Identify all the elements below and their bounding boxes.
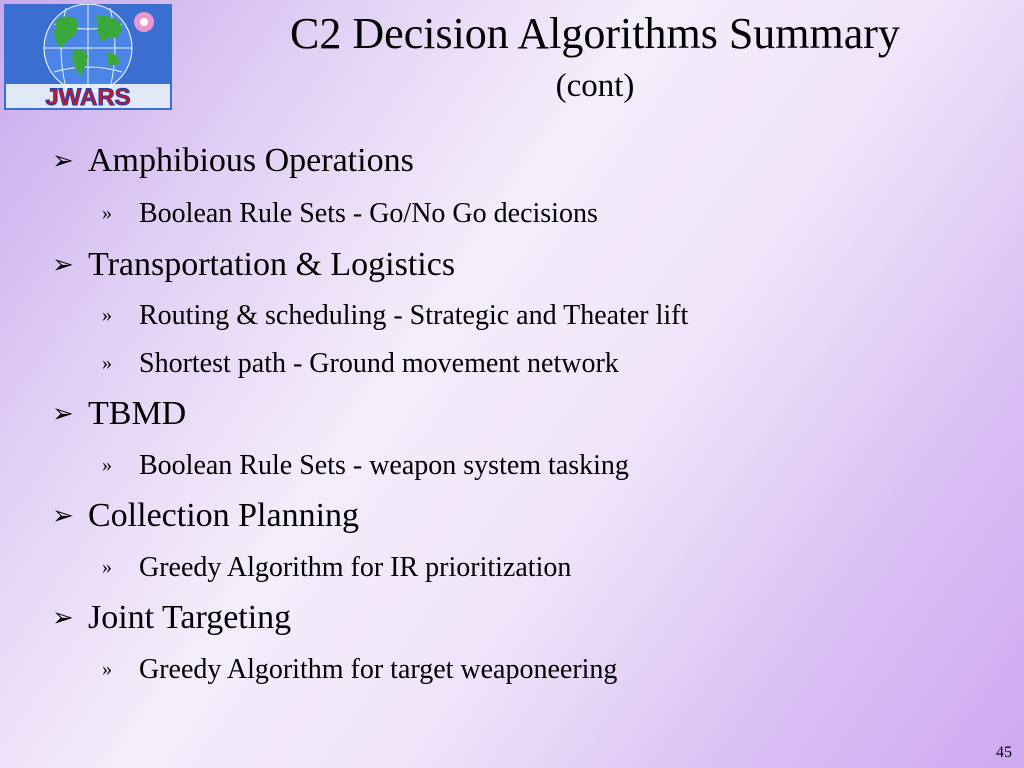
slide-title: C2 Decision Algorithms Summary — [290, 9, 900, 58]
sub-bullet-item — [102, 550, 571, 585]
sub-bullet-label: Boolean Rule Sets - weapon system tasking — [139, 450, 629, 481]
bullet-label: TBMD — [88, 395, 187, 432]
jwars-logo — [4, 4, 172, 110]
arrow-bullet-icon: ➢ — [52, 250, 74, 279]
bullet-item — [52, 394, 186, 434]
sub-bullet-label: Greedy Algorithm for IR prioritization — [139, 552, 572, 583]
sub-bullet-item — [102, 196, 598, 231]
logo-text: JWARS — [45, 84, 131, 110]
bullet-label: Transportation & Logistics — [88, 246, 456, 283]
chevron-bullet-icon: » — [102, 352, 112, 374]
bullet-item — [52, 141, 414, 181]
chevron-bullet-icon: » — [102, 304, 112, 326]
bullet-item — [52, 245, 455, 285]
sub-bullet-item — [102, 346, 619, 381]
arrow-bullet-icon: ➢ — [52, 146, 74, 175]
sub-bullet-label: Boolean Rule Sets - Go/No Go decisions — [139, 198, 598, 229]
sub-bullet-item — [102, 448, 629, 483]
arrow-bullet-icon: ➢ — [52, 501, 74, 530]
chevron-bullet-icon: » — [102, 658, 112, 680]
bullet-label: Joint Targeting — [88, 599, 292, 636]
chevron-bullet-icon: » — [102, 556, 112, 578]
bullet-item — [52, 496, 359, 536]
bullet-label: Amphibious Operations — [88, 142, 414, 179]
chevron-bullet-icon: » — [102, 454, 112, 476]
chevron-bullet-icon: » — [102, 202, 112, 224]
sub-bullet-item — [102, 298, 688, 333]
bullet-label: Collection Planning — [88, 497, 360, 534]
slide-subtitle: (cont) — [555, 68, 635, 104]
bullet-item — [52, 598, 291, 638]
arrow-bullet-icon: ➢ — [52, 399, 74, 428]
sub-bullet-label: Greedy Algorithm for target weaponeering — [139, 654, 618, 685]
arrow-bullet-icon: ➢ — [52, 603, 74, 632]
sub-bullet-item — [102, 652, 617, 687]
sub-bullet-label: Shortest path - Ground movement network — [139, 348, 619, 379]
page-number: 45 — [996, 744, 1012, 761]
sub-bullet-label: Routing & scheduling - Strategic and Theater lift — [139, 300, 689, 331]
